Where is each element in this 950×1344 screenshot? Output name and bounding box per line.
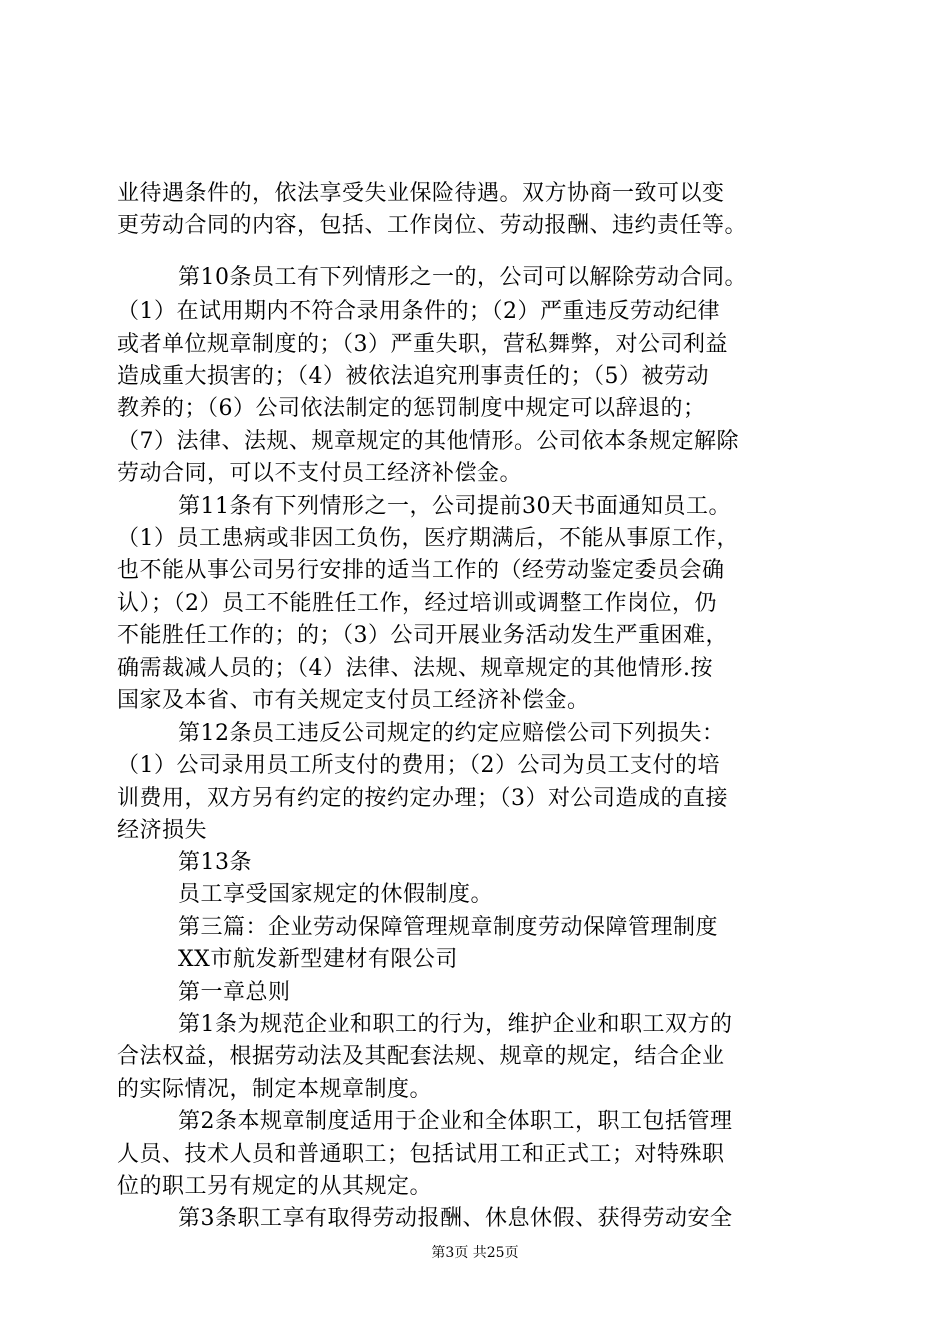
body-line: 训费用，双方另有约定的按约定办理；（3）对公司造成的直接 — [117, 786, 728, 811]
body-line: （7）法律、法规、规章规定的其他情形。公司依本条规定解除 — [117, 429, 739, 454]
body-line: 合法权益，根据劳动法及其配套法规、规章的规定，结合企业 — [117, 1044, 725, 1069]
body-line: 教养的；（6）公司依法制定的惩罚制度中规定可以辞退的； — [117, 396, 706, 421]
body-line: 人员、技术人员和普通职工；包括试用工和正式工；对特殊职 — [117, 1142, 725, 1167]
body-line: 或者单位规章制度的；（3）严重失职，营私舞弊，对公司利益 — [117, 332, 728, 357]
article-2-heading: 第2条本规章制度适用于企业和全体职工，职工包括管理 — [178, 1109, 733, 1134]
body-line: 的实际情况，制定本规章制度。 — [117, 1077, 433, 1102]
article-3-heading: 第3条职工享有取得劳动报酬、休息休假、获得劳动安全 — [178, 1206, 733, 1231]
body-line: 经济损失 — [117, 818, 208, 843]
company-name: XX市航发新型建材有限公司 — [178, 947, 458, 972]
article-13-heading: 第13条 — [178, 850, 252, 875]
body-line: 劳动合同，可以不支付员工经济补偿金。 — [117, 461, 523, 486]
body-line: 员工享受国家规定的休假制度。 — [178, 882, 494, 907]
chapter-title: 第一章总则 — [178, 980, 291, 1005]
body-line: 认）；（2）员工不能胜任工作，经过培训或调整工作岗位，仍 — [117, 591, 717, 616]
body-line: 更劳动合同的内容，包括、工作岗位、劳动报酬、违约责任等。 — [117, 213, 748, 238]
article-11-heading: 第11条有下列情形之一，公司提前30天书面通知员工。 — [178, 494, 731, 519]
body-line: 业待遇条件的，依法享受失业保险待遇。双方协商一致可以变 — [117, 181, 725, 206]
body-line: （1）在试用期内不符合录用条件的；（2）严重违反劳动纪律 — [117, 299, 720, 324]
page-number: 第3页 共25页 — [431, 1245, 519, 1261]
article-1-heading: 第1条为规范企业和职工的行为，维护企业和职工双方的 — [178, 1012, 733, 1037]
body-line: 位的职工另有规定的从其规定。 — [117, 1174, 433, 1199]
article-12-heading: 第12条员工违反公司规定的约定应赔偿公司下列损失： — [178, 721, 725, 746]
body-line: （1）员工患病或非因工负伤，医疗期满后，不能从事原工作， — [117, 526, 739, 551]
body-line: 造成重大损害的；（4）被依法追究刑事责任的；（5）被劳动 — [117, 364, 709, 389]
body-line: 不能胜任工作的；的；（3）公司开展业务活动发生严重困难， — [117, 623, 728, 648]
body-line: 国家及本省、市有关规定支付员工经济补偿金。 — [117, 688, 590, 713]
section-title: 第三篇：企业劳动保障管理规章制度劳动保障管理制度 — [178, 915, 719, 940]
body-line: 确需裁减人员的；（4）法律、法规、规章规定的其他情形.按 — [117, 656, 713, 681]
article-10-heading: 第10条员工有下列情形之一的，公司可以解除劳动合同。 — [178, 265, 747, 290]
body-line: （1）公司录用员工所支付的费用；（2）公司为员工支付的培 — [117, 753, 720, 778]
body-line: 也不能从事公司另行安排的适当工作的（经劳动鉴定委员会确 — [117, 558, 725, 583]
